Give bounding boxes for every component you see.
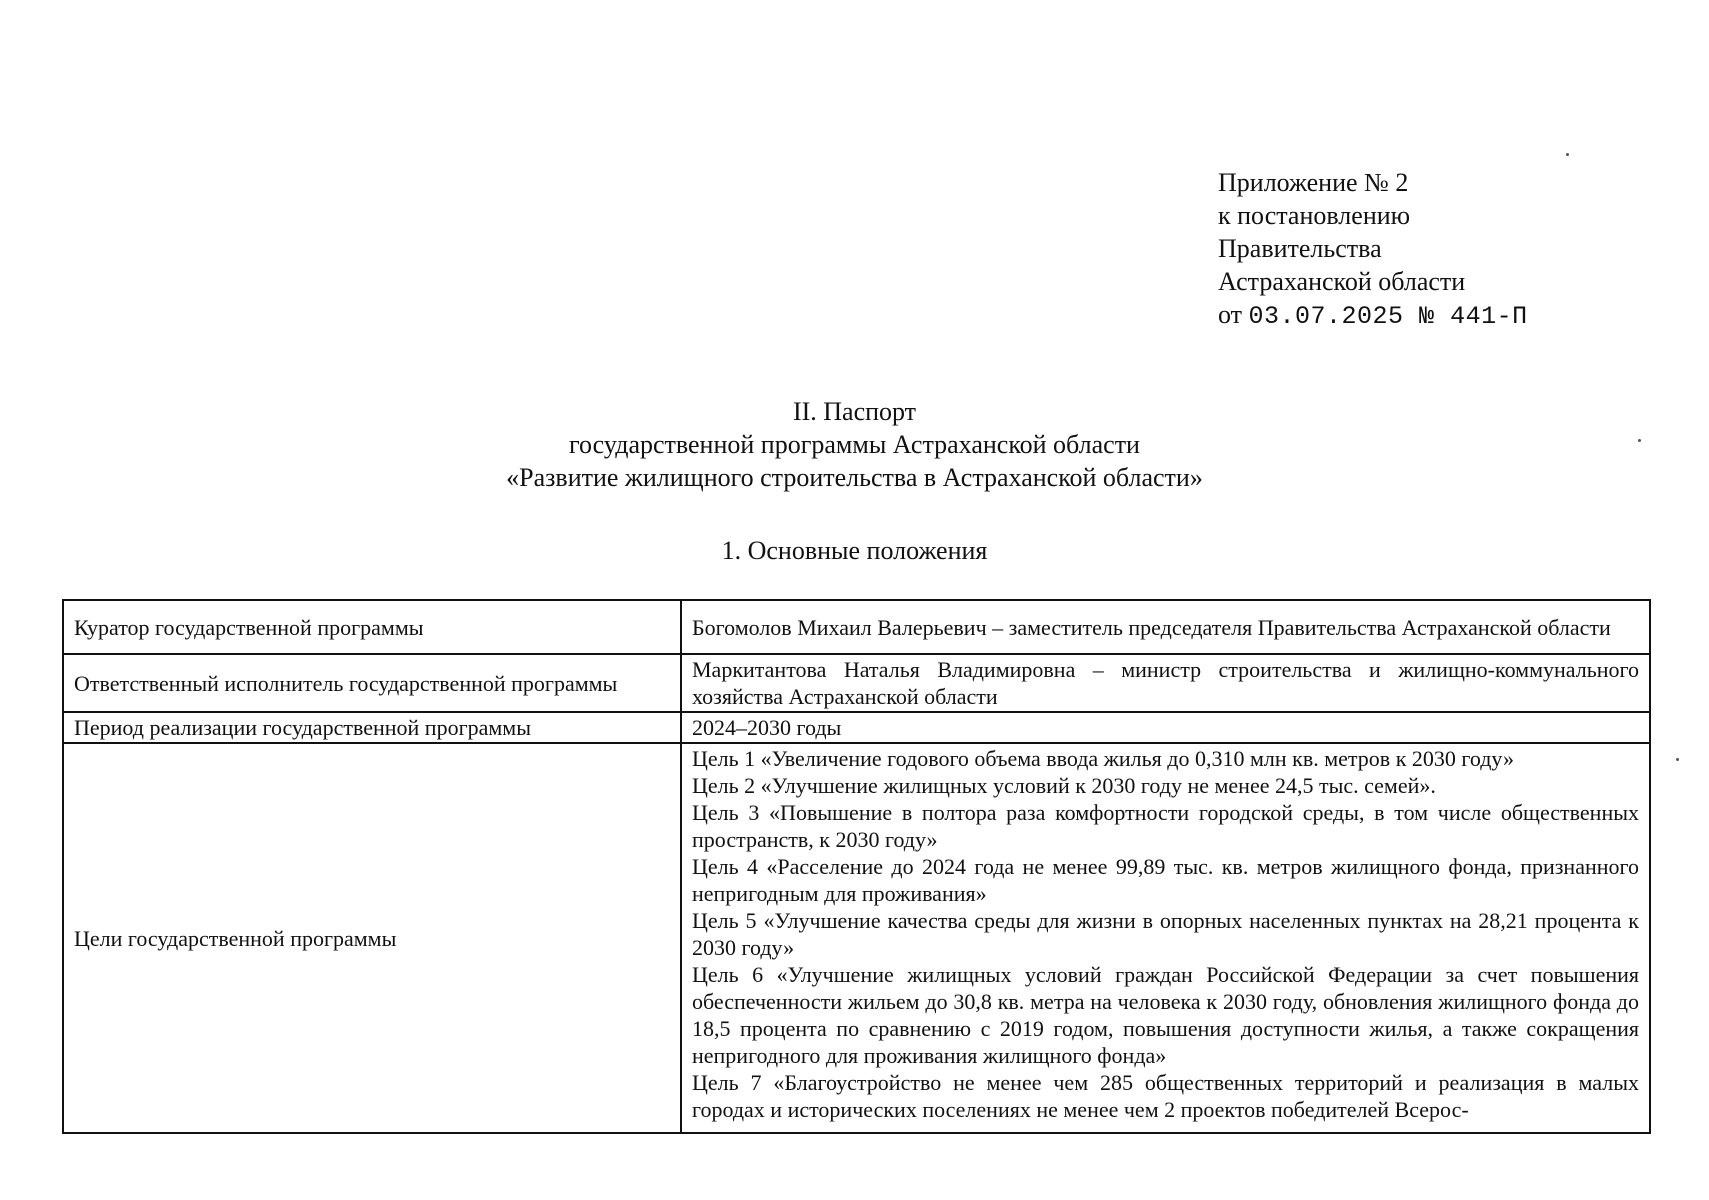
- scan-speck: [1566, 153, 1569, 156]
- section-title: 1. Основные положения: [721, 536, 988, 565]
- table-row: [63, 600, 1650, 654]
- appendix-date-prefix: от: [1218, 300, 1249, 329]
- row-label-goals: Цели государственной программы: [63, 743, 681, 1133]
- row-label-executor: Ответственный исполнитель государственной программы: [63, 654, 681, 712]
- row-value-curator: Богомолов Михаил Валерьевич – заместитель председателя Правительства Астраханской области: [681, 600, 1650, 654]
- goal-item-4: Цель 4 «Расселение до 2024 года не менее 99,89 тыс. кв. метров жилищного фонда, признанного непригодным для проживания»: [692, 854, 1639, 906]
- row-value-executor: Маркитантова Наталья Владимировна – министр строительства и жилищно-коммунального хозяйства Астраханской области: [681, 654, 1650, 712]
- appendix-line-3: Правительства: [1218, 234, 1382, 263]
- passport-table: [62, 599, 1651, 1134]
- row-label-curator: Куратор государственной программы: [63, 600, 681, 654]
- appendix-date-number: 03.07.2025 № 441-П: [1248, 302, 1528, 331]
- title-line-2: государственной программы Астраханской области: [569, 430, 1140, 459]
- appendix-line-4: Астраханской области: [1218, 267, 1466, 296]
- goal-item-6: Цель 6 «Улучшение жилищных условий граждан Российской Федерации за счет повышения обеспеченности жильем до 30,8 кв. метра на человека к 2030 году, обновления жилищного фонда до 18,5 процента по сравнению с 2019 годом, повышения доступности жилья, а также сокращения непригодного для проживания жилищного фонда»: [692, 962, 1639, 1068]
- goal-item-5: Цель 5 «Улучшение качества среды для жизни в опорных населенных пунктах на 28,21 процента к 2030 году»: [692, 908, 1639, 960]
- row-label-period: Период реализации государственной программы: [63, 712, 681, 743]
- goals-list: [692, 745, 1639, 1131]
- scan-speck: [1638, 439, 1641, 442]
- goal-item-3: Цель 3 «Повышение в полтора раза комфортности городской среды, в том числе общественных пространств, к 2030 году»: [692, 800, 1639, 852]
- appendix-line-1: Приложение № 2: [1218, 168, 1409, 197]
- table-row: [63, 654, 1650, 712]
- row-value-goals: [681, 743, 1650, 1133]
- table-row: [63, 743, 1650, 1133]
- goal-item-2: Цель 2 «Улучшение жилищных условий к 2030 году не менее 24,5 тыс. семей».: [692, 773, 1436, 798]
- title-line-1: II. Паспорт: [792, 397, 917, 426]
- row-value-period: 2024–2030 годы: [681, 712, 1650, 743]
- document-title: [0, 395, 1709, 494]
- appendix-line-2: к постановлению: [1218, 201, 1411, 230]
- goal-item-1: Цель 1 «Увеличение годового объема ввода жилья до 0,310 млн кв. метров к 2030 году»: [692, 746, 1514, 771]
- scan-speck: [1676, 758, 1679, 761]
- appendix-header: [1218, 166, 1528, 333]
- table-row: [63, 712, 1650, 743]
- goal-item-7: Цель 7 «Благоустройство не менее чем 285 общественных территорий и реализация в малых городах и исторических поселениях не менее чем 2 проектов победителей Всерос-: [692, 1070, 1639, 1122]
- title-line-3: «Развитие жилищного строительства в Астраханской области»: [506, 463, 1203, 492]
- appendix-date-line: [1218, 298, 1528, 333]
